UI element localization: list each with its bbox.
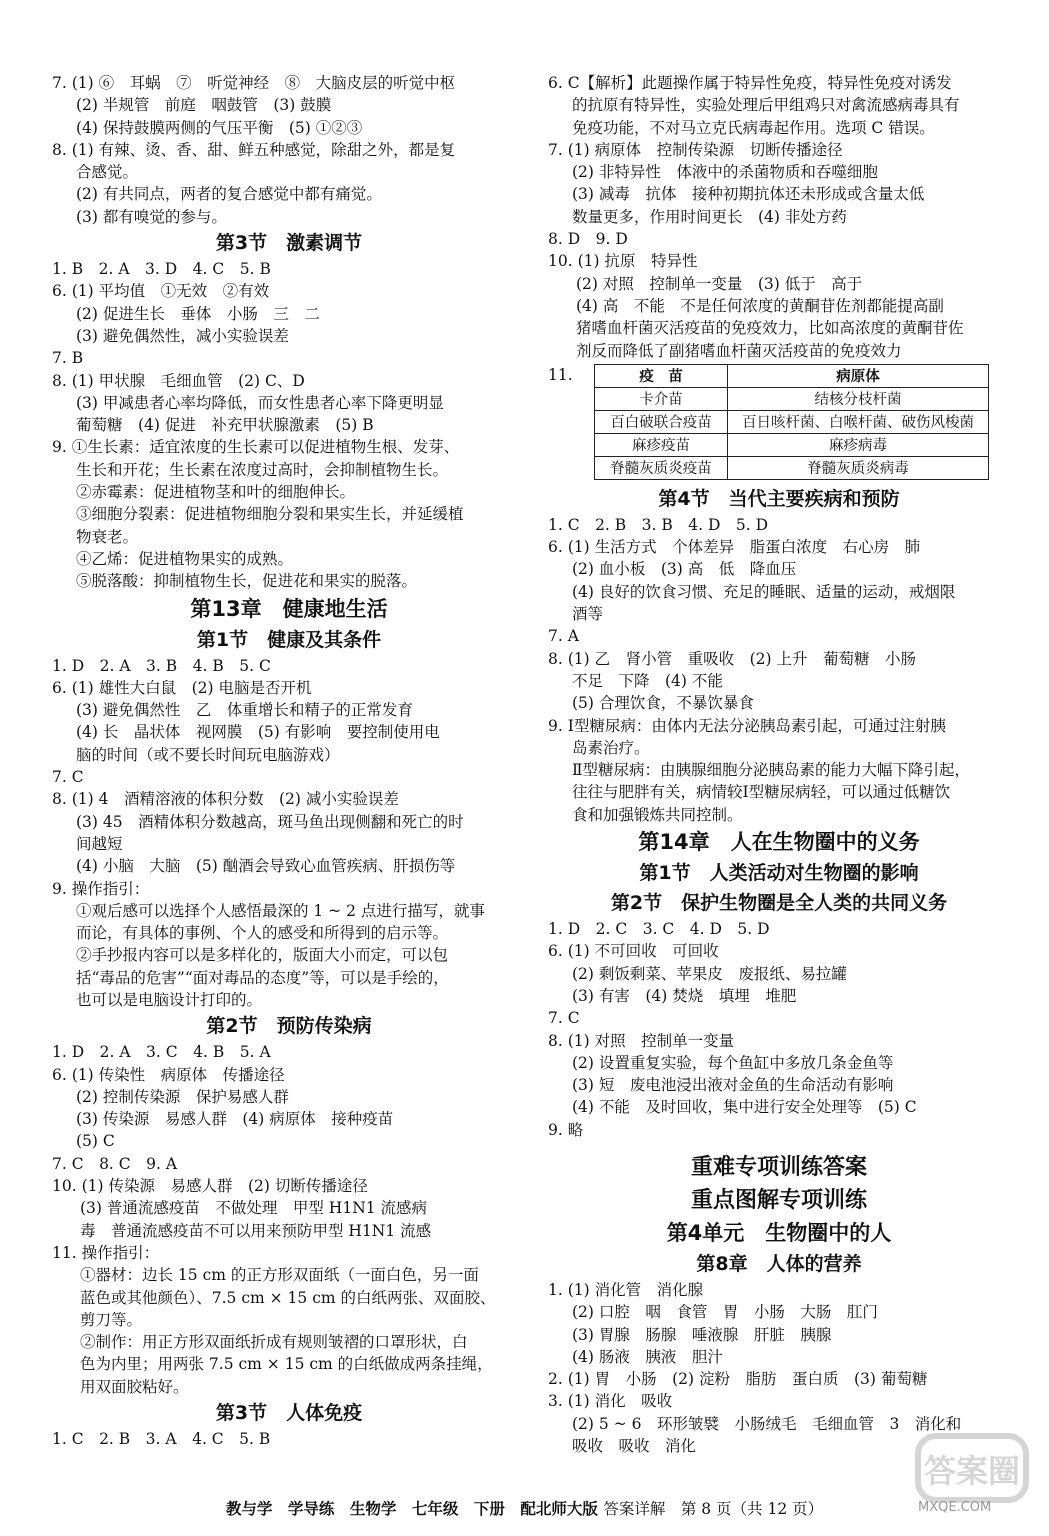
question-number: 11. (548, 365, 573, 384)
answer-line: 7. C 8. C 9. A (52, 1154, 178, 1173)
answer-line: 用双面胶粘好。 (80, 1377, 189, 1396)
answer-line: 葡萄糖 (4) 促进 补充甲状腺激素 (5) B (76, 416, 374, 435)
answer-line: 7. C (52, 768, 84, 787)
table-row (595, 387, 989, 410)
answer-line: 1. (1) 消化管 消化腺 (548, 1280, 704, 1299)
vaccine-cell: 百白破联合疫苗 (595, 410, 728, 433)
answer-line: 的抗原有特异性，实验处理后甲组鸡只对禽流感病毒具有 (572, 96, 960, 115)
answer-line: 7. C (548, 1009, 580, 1028)
answer-line: 9. Ⅰ型糖尿病：由体内无法分泌胰岛素引起，可通过注射胰 (548, 716, 946, 735)
footer-book-title: 教与学 学导练 生物学 七年级 下册 配北师大版 (225, 1500, 598, 1518)
answer-line: 往往与肥胖有关，病情较Ⅰ型糖尿病轻，可以通过低糖饮 (572, 783, 951, 802)
answer-line: 6. (1) 雄性大白鼠 (2) 电脑是否开机 (52, 678, 312, 697)
answer-line: (3) 有害 (4) 焚烧 填埋 堆肥 (572, 986, 797, 1005)
left-column (52, 72, 526, 1450)
answer-line: 吸收 吸收 消化 (572, 1437, 697, 1456)
chapter-heading: 第4单元 生物圈中的人 (666, 1220, 892, 1245)
answer-line: 色为内里；用两张 7.5 cm × 15 cm 的白纸做成两条挂绳， (80, 1355, 493, 1374)
answer-line: 剪刀等。 (80, 1310, 143, 1329)
watermark-glyph: 答案圈 (923, 1452, 1021, 1490)
answer-line: (2) 对照 控制单一变量 (3) 低于 高于 (576, 274, 863, 293)
watermark-text: MXQE.COM (918, 1500, 992, 1515)
chapter-heading: 第13章 健康地生活 (190, 596, 388, 621)
answer-line: ②手抄报内容可以是多样化的，版面大小而定，可以包 (76, 946, 449, 965)
answer-line: (5) 合理饮食，不暴饮暴食 (572, 694, 754, 713)
pathogen-cell: 麻疹病毒 (728, 433, 989, 456)
vaccine-table-block (548, 364, 1010, 480)
answer-line: ②制作：用正方形双面纸折成有规则皱褶的口罩形状，白 (80, 1333, 468, 1352)
answer-line: (3) 都有嗅觉的参与。 (76, 207, 227, 226)
answer-line: ④乙烯：促进植物果实的成熟。 (76, 549, 294, 568)
answer-line: 物衰老。 (76, 527, 139, 546)
section-heading: 第1节 健康及其条件 (196, 628, 382, 651)
answer-line: 1. D 2. C 3. C 4. D 5. D (548, 920, 770, 939)
answer-line: (2) 半规管 前庭 咽鼓管 (3) 鼓膜 (76, 96, 332, 115)
answer-line: 6. (1) 平均值 ①无效 ②有效 (52, 282, 270, 301)
section-heading: 第4节 当代主要疾病和预防 (658, 487, 900, 510)
vaccine-table (594, 364, 989, 480)
vaccine-cell: 麻疹疫苗 (595, 433, 728, 456)
section-heading: 第2节 保护生物圈是全人类的共同义务 (610, 892, 948, 915)
answer-line: (4) 肠液 胰液 胆汁 (572, 1347, 723, 1366)
answer-line: 蓝色或其他颜色）、7.5 cm × 15 cm 的白纸两张、双面胶、 (80, 1288, 496, 1307)
answer-line: 6. (1) 不可回收 可回收 (548, 942, 719, 961)
answer-line: 7. A (548, 627, 579, 646)
answer-line: 7. (1) 病原体 控制传染源 切断传播途径 (548, 140, 843, 159)
answer-line: ①观后感可以选择个人感悟最深的 1 ~ 2 点进行描写，就事 (76, 901, 485, 920)
answer-line: 岛素治疗。 (572, 738, 650, 757)
table-row (595, 433, 989, 456)
answer-line: (4) 高 不能 不是任何浓度的黄酮苷佐剂都能提高副 (576, 296, 944, 315)
answer-line: (3) 减毒 抗体 接种初期抗体还未形成或含量太低 (572, 185, 925, 204)
answer-line: 猪嗜血杆菌灭活疫苗的免疫效力，比如高浓度的黄酮苷佐 (576, 319, 964, 338)
vaccine-cell: 脊髓灰质炎疫苗 (595, 456, 728, 479)
answer-line: 食和加强锻炼共同控制。 (572, 805, 743, 824)
answer-line: 7. (1) ⑥ 耳蜗 ⑦ 听觉神经 ⑧ 大脑皮层的听觉中枢 (52, 74, 456, 92)
answer-line: (3) 短 废电池浸出液对金鱼的生命活动有影响 (572, 1076, 894, 1095)
answer-line: 免疫功能，不对马立克氏病毒起作用。选项 C 错误。 (572, 118, 935, 137)
pathogen-cell: 脊髓灰质炎病毒 (728, 456, 989, 479)
answer-line: 6. C【解析】此题操作属于特异性免疫，特异性免疫对诱发 (548, 74, 952, 92)
answer-line: 1. D 2. A 3. B 4. B 5. C (52, 656, 271, 675)
answer-line: (4) 长 晶状体 视网膜 (5) 有影响 要控制使用电 (76, 723, 440, 742)
answer-line: 8. (1) 甲状腺 毛细血管 (2) C、D (52, 371, 305, 390)
section-heading: 第8章 人体的营养 (696, 1252, 862, 1275)
answer-line: 数量更多，作用时间更长 (4) 非处方药 (572, 207, 847, 226)
answer-line: (2) 5 ~ 6 环形皱襞 小肠绒毛 毛细血管 3 消化和 (572, 1414, 962, 1433)
answer-line: (3) 传染源 易感人群 (4) 病原体 接种疫苗 (76, 1110, 394, 1129)
right-top-block (548, 72, 1010, 362)
answer-line: ⑤脱落酸：抑制植物生长，促进花和果实的脱落。 (76, 572, 418, 591)
answer-line: (2) 剩饭剩菜、苹果皮 废报纸、易拉罐 (572, 964, 847, 983)
answer-line: Ⅱ型糖尿病：由胰腺细胞分泌胰岛素的能力大幅下降引起， (572, 761, 971, 780)
answer-line: (3) 普通流感疫苗 不做处理 甲型 H1N1 流感病 (80, 1199, 428, 1218)
answer-line: ②赤霉素：促进植物茎和叶的细胞伸长。 (76, 483, 356, 502)
answer-line: 10. (1) 传染源 易感人群 (2) 切断传播途径 (52, 1177, 368, 1196)
answer-line: 合感觉。 (76, 163, 139, 182)
answer-line: (3) 避免偶然性，减小实验误差 (76, 326, 289, 345)
answer-line: 1. D 2. A 3. C 4. B 5. A (52, 1043, 271, 1062)
answer-line: 不足 下降 (4) 不能 (572, 671, 723, 690)
answer-line: 9. 操作指引： (52, 879, 150, 898)
section-heading: 第3节 激素调节 (215, 232, 363, 255)
answer-line: (4) 不能 及时回收，集中进行安全处理等 (5) C (572, 1098, 917, 1117)
answer-line: 脑的时间（或不要长时间玩电脑游戏） (76, 745, 340, 764)
section-heading: 第2节 预防传染病 (206, 1015, 372, 1038)
table-body (595, 387, 989, 479)
pathogen-cell: 百日咳杆菌、白喉杆菌、破伤风梭菌 (728, 410, 989, 433)
answer-line: 也可以是电脑设计打印的。 (76, 990, 263, 1009)
answer-line: 剂反而降低了副猪嗜血杆菌灭活疫苗的免疫效力 (576, 341, 902, 360)
answer-line: 生长和开花；生长素在浓度过高时，会抑制植物生长。 (76, 460, 449, 479)
answer-line: 6. (1) 传染性 病原体 传播途径 (52, 1065, 285, 1084)
spacer (548, 1141, 1010, 1151)
table-header-row (595, 364, 989, 387)
answer-line: 括“毒品的危害”“面对毒品的态度”等，可以是手绘的， (76, 968, 449, 987)
answer-line: 10. (1) 抗原 特异性 (548, 252, 698, 271)
answer-line: (2) 设置重复实验，每个鱼缸中多放几条金鱼等 (572, 1053, 894, 1072)
answer-line: 酒等 (572, 605, 604, 624)
chapter-heading: 第14章 人在生物圈中的义务 (638, 830, 920, 855)
right-bottom-block (548, 484, 1010, 1458)
section-heading: 第3节 人体免疫 (215, 1402, 363, 1425)
answer-line: 8. (1) 对照 控制单一变量 (548, 1031, 735, 1050)
pathogen-cell: 结核分枝杆菌 (728, 387, 989, 410)
answer-line: (3) 胃腺 肠腺 唾液腺 肝脏 胰腺 (572, 1325, 832, 1344)
answer-line: 1. B 2. A 3. D 4. C 5. B (52, 260, 271, 279)
answer-line: (5) C (76, 1132, 115, 1151)
table-row (595, 456, 989, 479)
answer-line: ①器材：边长 15 cm 的正方形双面纸（一面白色，另一面 (80, 1266, 479, 1285)
answer-line: 间越短 (76, 834, 123, 853)
vaccine-cell: 卡介苗 (595, 387, 728, 410)
table-row (595, 410, 989, 433)
answer-line: 8. D 9. D (548, 230, 628, 249)
right-column (548, 72, 1010, 1457)
table-header-vaccine: 疫 苗 (595, 364, 728, 387)
answer-line: (2) 非特异性 体液中的杀菌物质和吞噬细胞 (572, 163, 878, 182)
answer-line: ③细胞分裂素：促进植物细胞分裂和果实生长，并延缓植 (76, 505, 464, 524)
table-header-pathogen: 病原体 (728, 364, 989, 387)
answer-line: (3) 45 酒精体积分数越高，斑马鱼出现侧翻和死亡的时 (76, 812, 464, 831)
answer-line: 7. B (52, 349, 84, 368)
answer-line: 8. (1) 乙 肾小管 重吸收 (2) 上升 葡萄糖 小肠 (548, 649, 916, 668)
answer-line: 1. C 2. B 3. A 4. C 5. B (52, 1430, 271, 1449)
answer-line: 9. ①生长素：适宜浓度的生长素可以促进植物生根、发芽、 (52, 438, 460, 457)
answer-line: 6. (1) 生活方式 个体差异 脂蛋白浓度 右心房 肺 (548, 538, 921, 557)
chapter-heading: 重点图解专项训练 (690, 1187, 867, 1213)
chapter-heading: 重难专项训练答案 (690, 1154, 867, 1180)
answer-line: 9. 略 (548, 1120, 584, 1139)
answer-line: 8. (1) 4 酒精溶液的体积分数 (2) 减小实验误差 (52, 790, 399, 809)
answer-line: 8. (1) 有辣、烫、香、甜、鲜五种感觉，除甜之外，都是复 (52, 140, 456, 159)
answer-line: (2) 口腔 咽 食管 胃 小肠 大肠 肛门 (572, 1303, 878, 1322)
answer-line: 2. (1) 胃 小肠 (2) 淀粉 脂肪 蛋白质 (3) 葡萄糖 (548, 1370, 928, 1389)
answer-line: (2) 控制传染源 保护易感人群 (76, 1087, 289, 1106)
answer-line: (3) 甲减患者心率均降低，而女性患者心率下降更明显 (76, 393, 444, 412)
answer-line: 3. (1) 消化 吸收 (548, 1392, 673, 1411)
answer-line: (4) 小脑 大脑 (5) 酗酒会导致心血管疾病、肝损伤等 (76, 857, 456, 876)
answer-line: 11. 操作指引： (52, 1243, 160, 1262)
answer-line: 而论，有具体的事例、个人的感受和所得到的启示等。 (76, 924, 449, 943)
answer-line: (4) 良好的饮食习惯、充足的睡眠、适量的运动，戒烟限 (572, 582, 956, 601)
answer-line: (3) 避免偶然性 乙 体重增长和精子的正常发育 (76, 701, 413, 720)
answer-line: (2) 血小板 (3) 高 低 降血压 (572, 560, 797, 579)
answer-line: 1. C 2. B 3. B 4. D 5. D (548, 515, 769, 534)
section-heading: 第1节 人类活动对生物圈的影响 (639, 862, 919, 885)
answer-line: 毒 普通流感疫苗不可以用来预防甲型 H1N1 流感 (80, 1221, 432, 1240)
answer-line: (2) 有共同点，两者的复合感觉中都有痛觉。 (76, 185, 382, 204)
page-footer (0, 1497, 1049, 1519)
footer-page-info: 答案详解 第 8 页（共 12 页） (603, 1500, 824, 1518)
answer-line: (4) 保持鼓膜两侧的气压平衡 (5) ①②③ (76, 118, 363, 137)
answer-line: (2) 促进生长 垂体 小肠 三 二 (76, 304, 320, 323)
